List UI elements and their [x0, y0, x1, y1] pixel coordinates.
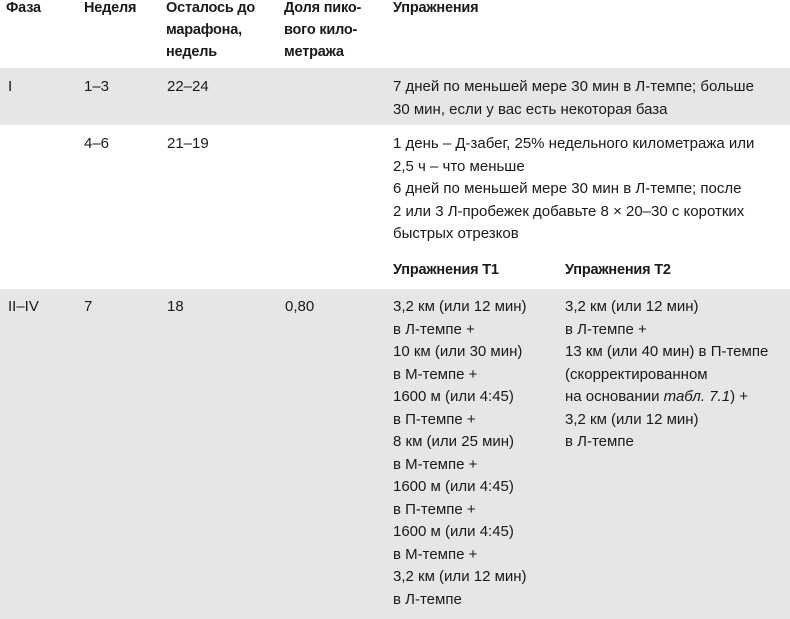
header-phase: Фаза: [6, 0, 41, 16]
t2-table-reference: табл. 7.1: [663, 388, 731, 405]
row1-phase: I: [8, 78, 13, 95]
row1-exercises: 7 дней по меньшей мере 30 мин в Л-темпе; больше 30 мин, если у вас есть некоторая база: [393, 78, 754, 118]
t2-text-part1: 3,2 км (или 12 мин) в Л-темпе + 13 км (или 40 мин) в П-темпе (скорректированном на основании: [565, 298, 769, 405]
header-mileage: Доля пико- вого кило- метража: [284, 0, 362, 60]
row1-remaining: 22–24: [167, 78, 209, 95]
row3-week: 7: [84, 298, 93, 315]
t2-text-part2: ) + 3,2 км (или 12 мин) в Л-темпе: [565, 388, 748, 450]
header-exercises: Упражнения: [393, 0, 479, 16]
row3-mileage: 0,80: [285, 298, 315, 315]
row3-t1-exercises: 3,2 км (или 12 мин) в Л-темпе + 10 км (или 30 мин) в М-темпе + 1600 м (или 4:45) в П-темпе + 8 км (или 25 мин) в М-темпе + 1600 м (или 4:45) в П-темпе + 1600 м (или 4:45) в М-темпе + 3,2 км (или 12 мин) в Л-темпе: [393, 298, 527, 608]
row3-phase: II–IV: [8, 298, 39, 315]
header-week: Неделя: [84, 0, 137, 16]
row3-t2-exercises: [565, 296, 787, 454]
row1-week: 1–3: [84, 78, 110, 95]
row2-exercises: 1 день – Д-забег, 25% недельного километража или 2,5 ч – что меньше 6 дней по меньшей мере 30 мин в Л-темпе; после 2 или 3 Л-пробежек добавьте 8 × 20–30 с коротких быстрых отрезков: [393, 135, 755, 242]
header-remaining: Осталось до марафона, недель: [166, 0, 256, 60]
row2-week: 4–6: [84, 135, 110, 152]
header-t1: Упражнения Т1: [393, 262, 499, 278]
header-t2: Упражнения Т2: [565, 262, 671, 278]
row2-remaining: 21–19: [167, 135, 209, 152]
row3-remaining: 18: [167, 298, 184, 315]
